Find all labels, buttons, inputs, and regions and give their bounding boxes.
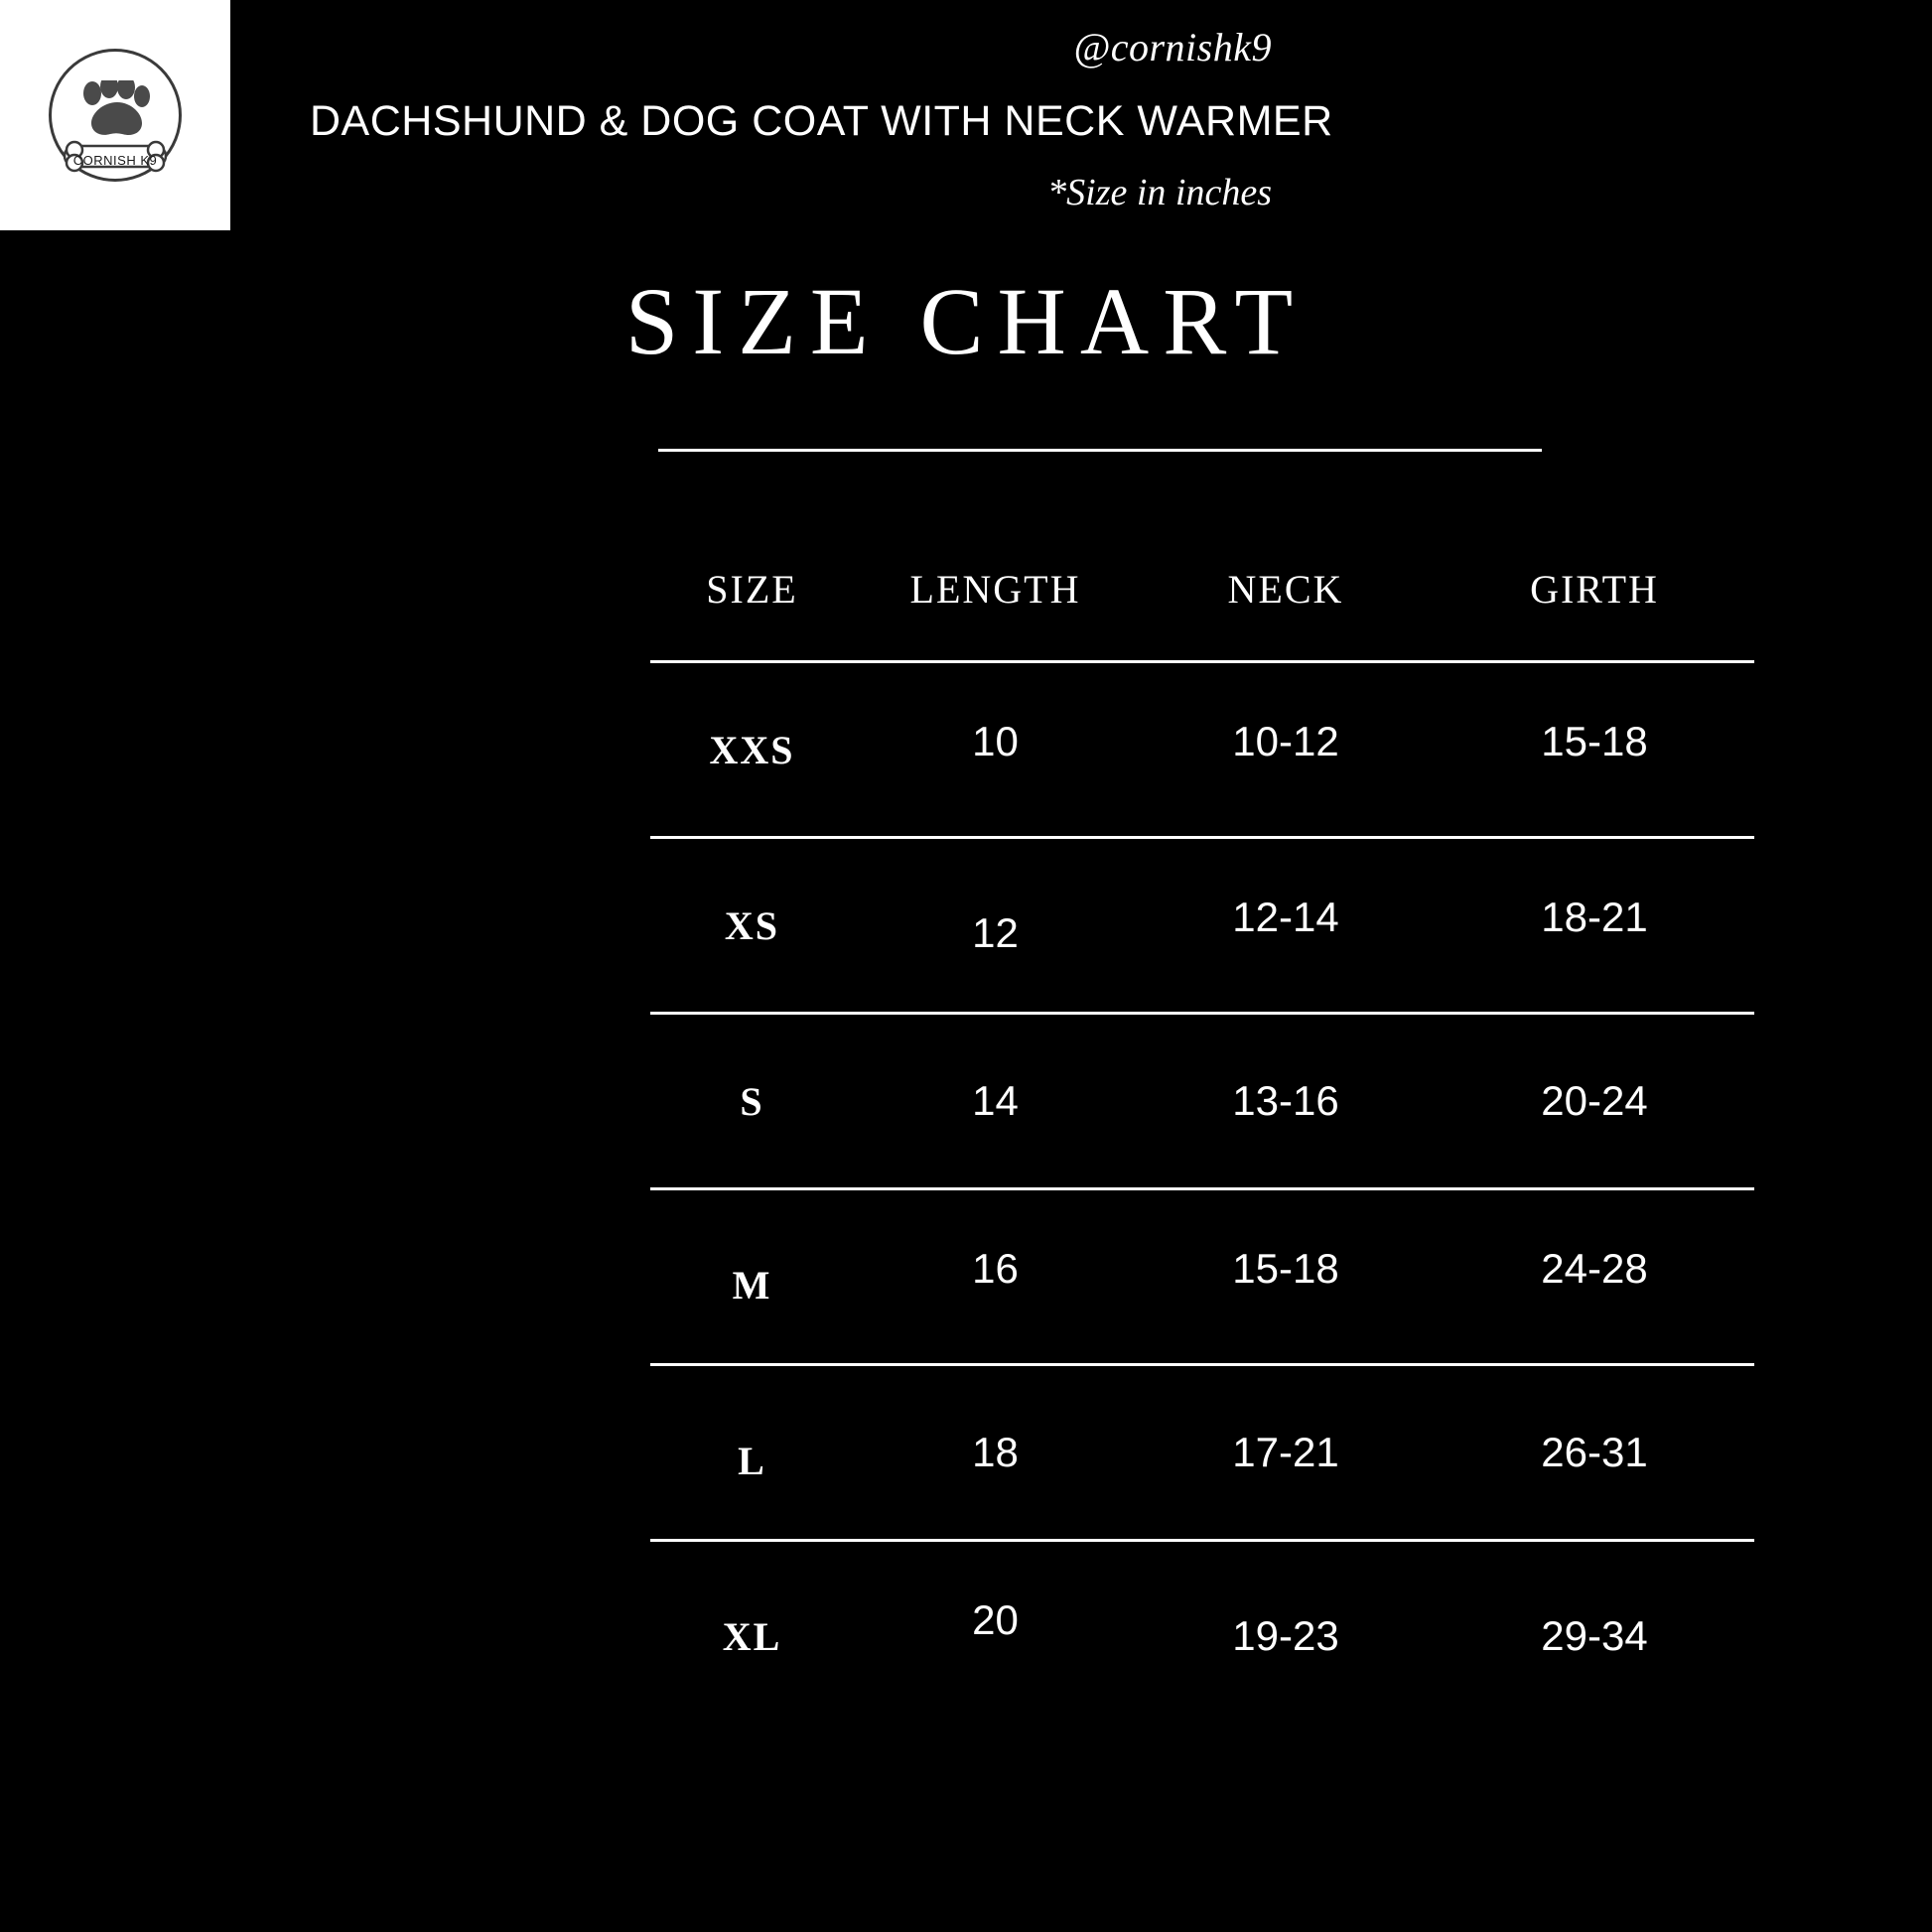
cell-size: XXS: [709, 727, 795, 772]
cell-size: L: [738, 1438, 766, 1483]
instagram-handle: @cornishk9: [1073, 25, 1272, 69]
logo-inner: [41, 41, 190, 190]
product-title: DACHSHUND & DOG COAT WITH NECK WARMER: [310, 97, 1333, 145]
brand-logo: [0, 0, 230, 230]
table-header-row: [650, 566, 1754, 662]
cell-girth: 20-24: [1541, 1077, 1648, 1124]
table-row: [650, 1365, 1754, 1541]
cell-length: 10: [972, 718, 1019, 764]
cell-length: 16: [972, 1245, 1019, 1292]
size-chart-table: [650, 566, 1754, 1715]
table-row: [650, 1541, 1754, 1716]
column-header-length: LENGTH: [909, 567, 1081, 612]
paw-print-icon: [76, 80, 154, 140]
cell-size: S: [740, 1078, 764, 1124]
heading-divider: [658, 449, 1542, 452]
cell-neck: 17-21: [1232, 1429, 1339, 1475]
cell-neck: 12-14: [1232, 894, 1339, 940]
cell-length: 12: [972, 909, 1019, 956]
table-row: [650, 662, 1754, 838]
cell-length: 14: [972, 1077, 1019, 1124]
table-row: [650, 1014, 1754, 1189]
cell-neck: 13-16: [1232, 1077, 1339, 1124]
logo-text: CORNISH K9: [72, 153, 158, 168]
table-row: [650, 1189, 1754, 1365]
cell-length: 20: [972, 1596, 1019, 1643]
cell-girth: 26-31: [1541, 1429, 1648, 1475]
cell-neck: 15-18: [1232, 1245, 1339, 1292]
cell-girth: 15-18: [1541, 718, 1648, 764]
cell-girth: 18-21: [1541, 894, 1648, 940]
size-unit-note: *Size in inches: [1047, 172, 1272, 213]
cell-neck: 10-12: [1232, 718, 1339, 764]
table-row: [650, 838, 1754, 1014]
cell-girth: 24-28: [1541, 1245, 1648, 1292]
cell-size: XL: [722, 1613, 782, 1659]
column-header-size: SIZE: [706, 567, 798, 612]
cell-length: 18: [972, 1429, 1019, 1475]
cell-size: XS: [724, 902, 780, 948]
cell-size: M: [732, 1262, 772, 1308]
cell-girth: 29-34: [1541, 1612, 1648, 1659]
column-header-girth: GIRTH: [1530, 567, 1659, 612]
size-chart-table-wrapper: [650, 566, 1754, 1715]
cell-neck: 19-23: [1232, 1612, 1339, 1659]
column-header-neck: NECK: [1227, 567, 1344, 612]
page-title: SIZE CHART: [624, 268, 1308, 374]
